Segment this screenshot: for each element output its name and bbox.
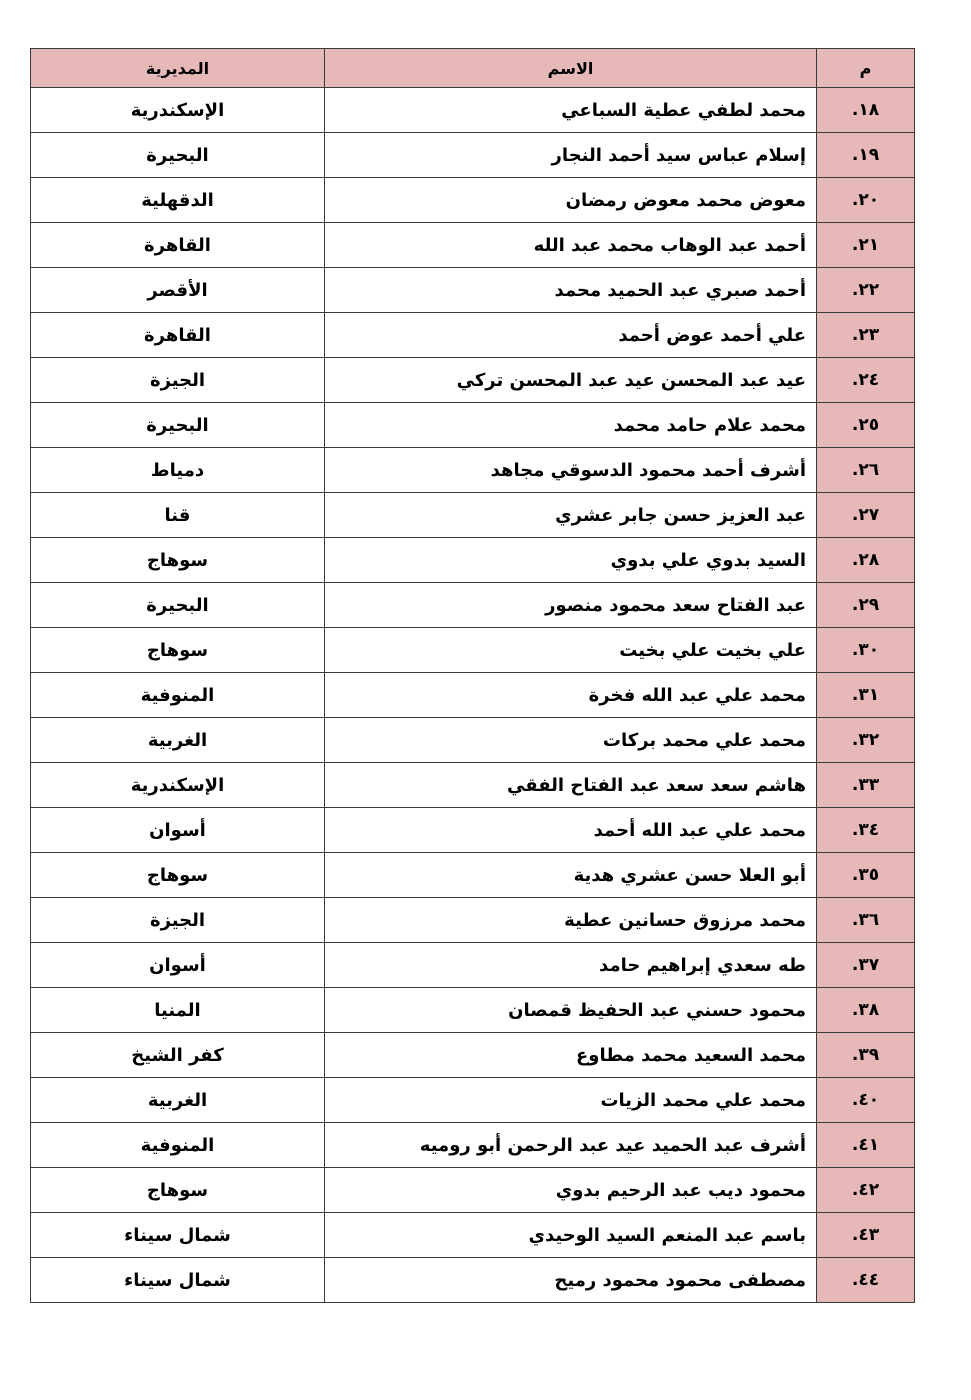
row-number: ٣٦. <box>817 898 915 943</box>
document-page <box>30 48 914 1303</box>
table-row <box>31 448 915 493</box>
row-name: علي أحمد عوض أحمد <box>325 313 817 358</box>
table-row <box>31 1078 915 1123</box>
names-table <box>30 48 915 1303</box>
table-row <box>31 583 915 628</box>
row-name: محمد السعيد محمد مطاوع <box>325 1033 817 1078</box>
row-number: ٣٠. <box>817 628 915 673</box>
table-row <box>31 313 915 358</box>
row-directorate: المنوفية <box>31 1123 325 1168</box>
row-name: محمد لطفي عطية السباعي <box>325 88 817 133</box>
table-row <box>31 1168 915 1213</box>
row-name: محمود حسني عبد الحفيظ قمصان <box>325 988 817 1033</box>
row-directorate: البحيرة <box>31 403 325 448</box>
table-row <box>31 178 915 223</box>
row-number: ٢١. <box>817 223 915 268</box>
row-directorate: أسوان <box>31 943 325 988</box>
row-directorate: الجيزة <box>31 898 325 943</box>
row-number: ٣٩. <box>817 1033 915 1078</box>
row-directorate: الغربية <box>31 718 325 763</box>
row-name: أبو العلا حسن عشري هدية <box>325 853 817 898</box>
row-directorate: المنيا <box>31 988 325 1033</box>
row-directorate: القاهرة <box>31 223 325 268</box>
row-directorate: الإسكندرية <box>31 88 325 133</box>
row-name: محمد علي محمد بركات <box>325 718 817 763</box>
row-name: محمد علي محمد الزيات <box>325 1078 817 1123</box>
row-name: مصطفى محمود محمود رميح <box>325 1258 817 1303</box>
row-name: طه سعدي إبراهيم حامد <box>325 943 817 988</box>
table-row <box>31 988 915 1033</box>
row-name: أحمد عبد الوهاب محمد عبد الله <box>325 223 817 268</box>
table-row <box>31 1258 915 1303</box>
row-directorate: المنوفية <box>31 673 325 718</box>
row-directorate: قنا <box>31 493 325 538</box>
row-directorate: الإسكندرية <box>31 763 325 808</box>
table-row <box>31 673 915 718</box>
header-row <box>31 49 915 88</box>
row-number: ٢٩. <box>817 583 915 628</box>
row-number: ٣٥. <box>817 853 915 898</box>
table-row <box>31 898 915 943</box>
row-name: علي بخيت علي بخيت <box>325 628 817 673</box>
row-name: أشرف عبد الحميد عيد عبد الرحمن أبو روميه <box>325 1123 817 1168</box>
row-number: ٤٢. <box>817 1168 915 1213</box>
row-number: ١٨. <box>817 88 915 133</box>
row-number: ٣٤. <box>817 808 915 853</box>
row-number: ٣١. <box>817 673 915 718</box>
table-row <box>31 403 915 448</box>
row-number: ٣٨. <box>817 988 915 1033</box>
table-row <box>31 223 915 268</box>
header-name: الاسم <box>325 49 817 88</box>
row-number: ٣٧. <box>817 943 915 988</box>
table-row <box>31 1213 915 1258</box>
row-number: ٢٨. <box>817 538 915 583</box>
row-directorate: دمياط <box>31 448 325 493</box>
row-directorate: سوهاج <box>31 628 325 673</box>
row-name: هاشم سعد سعد عبد الفتاح الفقي <box>325 763 817 808</box>
table-row <box>31 1033 915 1078</box>
table-row <box>31 853 915 898</box>
row-name: محمد مرزوق حسانين عطية <box>325 898 817 943</box>
header-number: م <box>817 49 915 88</box>
row-name: أحمد صبري عبد الحميد محمد <box>325 268 817 313</box>
table-row <box>31 943 915 988</box>
row-directorate: سوهاج <box>31 853 325 898</box>
row-number: ٢٧. <box>817 493 915 538</box>
table-row <box>31 133 915 178</box>
row-number: ٣٣. <box>817 763 915 808</box>
row-name: عيد عبد المحسن عيد عبد المحسن تركي <box>325 358 817 403</box>
row-name: محمود ديب عبد الرحيم بدوي <box>325 1168 817 1213</box>
row-directorate: الجيزة <box>31 358 325 403</box>
row-directorate: أسوان <box>31 808 325 853</box>
table-row <box>31 763 915 808</box>
row-directorate: القاهرة <box>31 313 325 358</box>
table-body <box>31 88 915 1303</box>
row-name: محمد علام حامد محمد <box>325 403 817 448</box>
row-name: باسم عبد المنعم السيد الوحيدي <box>325 1213 817 1258</box>
row-number: ٢٣. <box>817 313 915 358</box>
row-number: ٤٣. <box>817 1213 915 1258</box>
row-directorate: البحيرة <box>31 133 325 178</box>
row-directorate: البحيرة <box>31 583 325 628</box>
row-directorate: سوهاج <box>31 538 325 583</box>
row-name: معوض محمد معوض رمضان <box>325 178 817 223</box>
row-number: ١٩. <box>817 133 915 178</box>
row-directorate: كفر الشيخ <box>31 1033 325 1078</box>
table-row <box>31 718 915 763</box>
row-number: ٤١. <box>817 1123 915 1168</box>
header-directorate: المديرية <box>31 49 325 88</box>
row-name: عبد العزيز حسن جابر عشري <box>325 493 817 538</box>
row-directorate: الغربية <box>31 1078 325 1123</box>
table-row <box>31 538 915 583</box>
table-row <box>31 808 915 853</box>
row-name: إسلام عباس سيد أحمد النجار <box>325 133 817 178</box>
row-number: ٢٤. <box>817 358 915 403</box>
row-number: ٣٢. <box>817 718 915 763</box>
table-row <box>31 88 915 133</box>
row-number: ٢٦. <box>817 448 915 493</box>
row-name: أشرف أحمد محمود الدسوقي مجاهد <box>325 448 817 493</box>
row-number: ٢٢. <box>817 268 915 313</box>
table-row <box>31 1123 915 1168</box>
row-name: السيد بدوي علي بدوي <box>325 538 817 583</box>
table-row <box>31 268 915 313</box>
row-directorate: الدقهلية <box>31 178 325 223</box>
row-directorate: الأقصر <box>31 268 325 313</box>
row-directorate: شمال سيناء <box>31 1213 325 1258</box>
row-number: ٤٤. <box>817 1258 915 1303</box>
row-name: محمد علي عبد الله فخرة <box>325 673 817 718</box>
row-directorate: شمال سيناء <box>31 1258 325 1303</box>
row-number: ٢٥. <box>817 403 915 448</box>
table-header <box>31 49 915 88</box>
row-name: عبد الفتاح سعد محمود منصور <box>325 583 817 628</box>
table-row <box>31 358 915 403</box>
row-name: محمد علي عبد الله أحمد <box>325 808 817 853</box>
table-row <box>31 493 915 538</box>
table-row <box>31 628 915 673</box>
row-number: ٤٠. <box>817 1078 915 1123</box>
row-number: ٢٠. <box>817 178 915 223</box>
row-directorate: سوهاج <box>31 1168 325 1213</box>
